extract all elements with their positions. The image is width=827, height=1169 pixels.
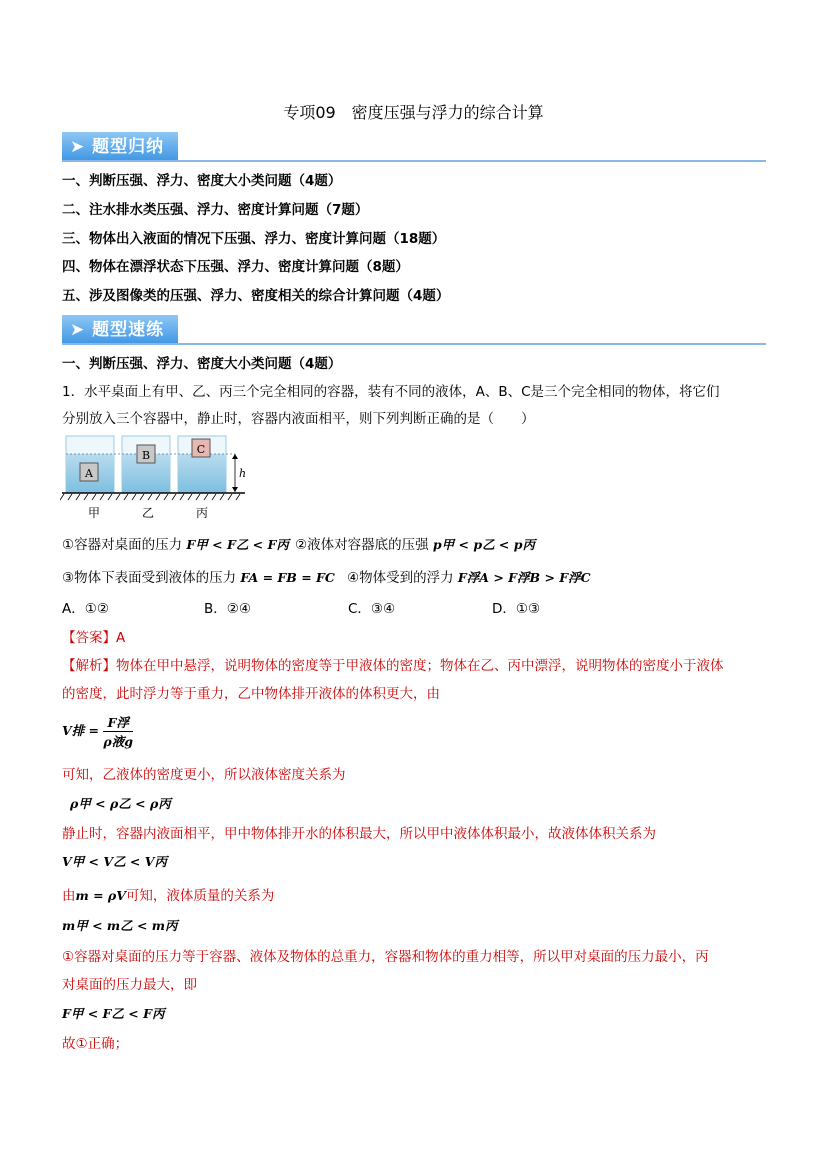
statement-4-text: ④物体受到的浮力 xyxy=(347,570,454,586)
answer: 【答案】A xyxy=(62,630,126,646)
banner-label: ➤ 题型速练 xyxy=(62,315,178,345)
page-title: 专项09 密度压强与浮力的综合计算 xyxy=(283,103,544,122)
math-force-relation: F甲 < F乙 < F丙 xyxy=(62,1006,165,1021)
math-mass-formula: m = ρV xyxy=(75,888,126,903)
question-text-line2: 分别放入三个容器中，静止时，容器内液面相平，则下列判断正确的是（ ） xyxy=(62,411,535,427)
analysis-line-3: 可知，乙液体的密度更小，所以液体密度关系为 xyxy=(62,767,346,783)
math-mass-relation: m甲 < m乙 < m丙 xyxy=(62,918,178,933)
banner-label: ➤ 题型归纳 xyxy=(62,132,178,162)
banner-rule xyxy=(62,343,766,345)
statement-1-math: F甲 < F乙 < F丙 xyxy=(186,537,289,552)
formula-fraction xyxy=(103,713,133,750)
analysis-line-1: 【解析】物体在甲中悬浮，说明物体的密度等于甲液体的密度；物体在乙、丙中漂浮，说明物体的密度小于液体 xyxy=(62,658,724,674)
block-a-label: A xyxy=(85,467,93,480)
statement-4-math: F浮A > F浮B > F浮C xyxy=(457,570,591,585)
statement-4 xyxy=(347,566,591,586)
h-label: h xyxy=(239,467,247,480)
option-a: A．①② xyxy=(62,601,109,617)
section-heading: 一、判断压强、浮力、密度大小类问题（4题） xyxy=(62,356,342,372)
analysis-line-7: 对桌面的压力最大，即 xyxy=(62,977,197,993)
outline-item-2: 二、注水排水类压强、浮力、密度计算问题（7题） xyxy=(62,202,369,218)
formula-v-displaced xyxy=(62,713,133,750)
statement-1-text: ①容器对桌面的压力 xyxy=(62,537,183,553)
container-yi xyxy=(122,436,170,492)
outline-item-1: 一、判断压强、浮力、密度大小类问题（4题） xyxy=(62,173,342,189)
statement-3-math: FA = FB = FC xyxy=(240,570,335,585)
analysis-line-5-post: 可知，液体质量的关系为 xyxy=(125,888,275,904)
container-label-bing: 丙 xyxy=(195,506,209,520)
analysis-line-6: ①容器对桌面的压力等于容器、液体及物体的总重力，容器和物体的重力相等，所以甲对桌面的压力最小，丙 xyxy=(62,949,709,965)
banner-rule xyxy=(62,160,766,162)
formula-lhs: V排 = xyxy=(62,723,100,738)
containers-figure xyxy=(60,432,260,522)
formula-denominator: ρ液g xyxy=(103,734,133,749)
analysis-line-5 xyxy=(62,884,274,904)
statement-1 xyxy=(62,533,289,553)
statement-3 xyxy=(62,566,335,586)
outline-item-4: 四、物体在漂浮状态下压强、浮力、密度计算问题（8题） xyxy=(62,259,409,275)
statement-2-text: ②液体对容器底的压强 xyxy=(295,537,429,553)
math-volume-relation: V甲 < V乙 < V丙 xyxy=(62,854,167,869)
container-label-yi: 乙 xyxy=(141,506,155,520)
option-d: D．①③ xyxy=(492,601,541,617)
formula-numerator: F浮 xyxy=(103,713,133,732)
container-label-jia: 甲 xyxy=(87,506,101,520)
block-b-label: B xyxy=(141,449,151,462)
statement-2 xyxy=(295,533,535,553)
analysis-conclusion: 故①正确； xyxy=(62,1036,129,1052)
block-c-label: C xyxy=(196,443,206,456)
statement-3-text: ③物体下表面受到液体的压力 xyxy=(62,570,237,586)
analysis-line-2: 的密度，此时浮力等于重力，乙中物体排开液体的体积更大，由 xyxy=(62,686,440,702)
question-text-line1: 1．水平桌面上有甲、乙、丙三个完全相同的容器，装有不同的液体，A、B、C是三个完全相同的物体，将它们 xyxy=(62,384,720,400)
option-b: B．②④ xyxy=(204,601,251,617)
analysis-line-4: 静止时，容器内液面相平，甲中物体排开水的体积最大，所以甲中液体体积最小，故液体体积关系为 xyxy=(62,826,656,842)
option-c: C．③④ xyxy=(348,601,396,617)
statement-2-math: p甲 < p乙 < p丙 xyxy=(432,537,535,552)
outline-item-3: 三、物体出入液面的情况下压强、浮力、密度计算问题（18题） xyxy=(62,231,446,247)
outline-item-5: 五、涉及图像类的压强、浮力、密度相关的综合计算问题（4题） xyxy=(62,288,450,304)
math-density-relation: ρ甲 < ρ乙 < ρ丙 xyxy=(70,796,171,811)
analysis-line-5-pre: 由 xyxy=(62,888,76,904)
